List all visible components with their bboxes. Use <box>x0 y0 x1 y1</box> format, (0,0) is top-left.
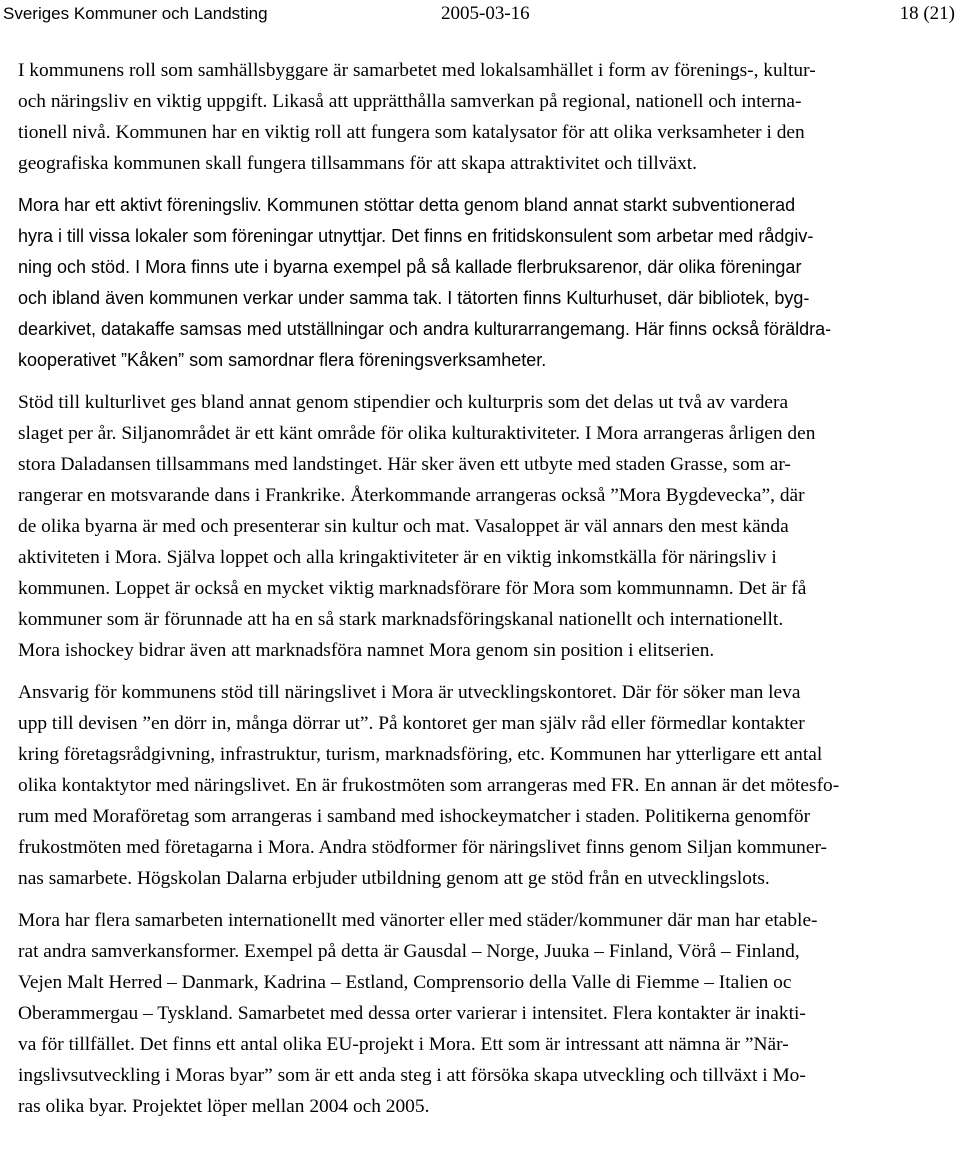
text-line: Oberammergau – Tyskland. Samarbetet med dessa orter varierar i intensitet. Flera kontakter är inakti- <box>18 1003 806 1024</box>
text-line: kring företagsrådgivning, infrastruktur, turism, marknadsföring, etc. Kommunen har ytterligare ett antal <box>18 744 823 765</box>
text-line: ras olika byar. Projektet löper mellan 2004 och 2005. <box>18 1096 430 1117</box>
text-line: va för tillfället. Det finns ett antal olika EU-projekt i Mora. Ett som är intressant att nämna är ”När- <box>18 1034 789 1055</box>
text-line: frukostmöten med företagarna i Mora. Andra stödformer för näringslivet finns genom Siljan kommuner- <box>18 837 827 858</box>
paragraph-business <box>18 677 956 894</box>
text-line: och näringsliv en viktig uppgift. Likaså att upprätthålla samverkan på regional, nationell och interna- <box>18 91 802 112</box>
header-page-number: 18 (21) <box>899 3 955 24</box>
text-line: olika kontaktytor med näringslivet. En är frukostmöten som arrangeras med FR. En annan är det mötesfo- <box>18 775 840 796</box>
text-line: och ibland även kommunen verkar under samma tak. I tätorten finns Kulturhuset, där bibliotek, byg- <box>18 288 810 308</box>
page-header <box>0 0 960 30</box>
paragraph-international <box>18 905 956 1122</box>
text-line: geografiska kommunen skall fungera tillsammans för att skapa attraktivitet och tillväxt. <box>18 153 698 174</box>
text-line: slaget per år. Siljanområdet är ett känt område för olika kulturaktiviteter. I Mora arrangeras årligen den <box>18 423 816 444</box>
paragraph-associations <box>18 190 956 376</box>
text-line: aktiviteten i Mora. Själva loppet och alla kringaktiviteter är en viktig inkomstkälla för näringsliv i <box>18 547 777 568</box>
text-line: kommunen. Loppet är också en mycket viktig marknadsförare för Mora som kommunnamn. Det är få <box>18 578 807 599</box>
text-line: Ansvarig för kommunens stöd till näringslivet i Mora är utvecklingskontoret. Där för söker man leva <box>18 682 801 703</box>
text-line: rangerar en motsvarande dans i Frankrike. Återkommande arrangeras också ”Mora Bygdevecka”, där <box>18 485 805 506</box>
text-line: Stöd till kulturlivet ges bland annat genom stipendier och kulturpris som det delas ut två av vardera <box>18 392 789 413</box>
text-line: kommuner som är förunnade att ha en så stark marknadsföringskanal nationellt och internationellt. <box>18 609 784 630</box>
text-line: Vejen Malt Herred – Danmark, Kadrina – Estland, Comprensorio della Valle di Fiemme – Italien oc <box>18 972 792 993</box>
header-date: 2005-03-16 <box>441 3 530 24</box>
text-line: de olika byarna är med och presenterar sin kultur och mat. Vasaloppet är väl annars den mest kända <box>18 516 789 537</box>
text-line: I kommunens roll som samhällsbyggare är samarbetet med lokalsamhället i form av förenings-, kultur- <box>18 60 816 81</box>
text-line: tionell nivå. Kommunen har en viktig roll att fungera som katalysator för att olika verksamheter i den <box>18 122 805 143</box>
text-line: hyra i till vissa lokaler som föreningar utnyttjar. Det finns en fritidskonsulent som arbetar med rådgiv- <box>18 226 814 246</box>
header-organization: Sveriges Kommuner och Landsting <box>3 4 268 23</box>
text-line: stora Daladansen tillsammans med landstinget. Här sker även ett utbyte med staden Grasse, som ar- <box>18 454 791 475</box>
paragraph-culture <box>18 387 956 666</box>
text-line: kooperativet ”Kåken” som samordnar flera föreningsverksamheter. <box>18 350 547 370</box>
text-line: Mora ishockey bidrar även att marknadsföra namnet Mora genom sin position i elitserien. <box>18 640 715 661</box>
text-line: upp till devisen ”en dörr in, många dörrar ut”. På kontoret ger man själv råd eller förmedlar kontakter <box>18 713 805 734</box>
text-line: Mora har flera samarbeten internationellt med vänorter eller med städer/kommuner där man har etable- <box>18 910 818 931</box>
text-line: rat andra samverkansformer. Exempel på detta är Gausdal – Norge, Juuka – Finland, Vörå – Finland, <box>18 941 800 962</box>
text-line: rum med Moraföretag som arrangeras i samband med ishockeymatcher i staden. Politikerna genomför <box>18 806 811 827</box>
text-line: Mora har ett aktivt föreningsliv. Kommunen stöttar detta genom bland annat starkt subventionerad <box>18 195 796 215</box>
paragraph-role <box>18 55 956 179</box>
text-line: nas samarbete. Högskolan Dalarna erbjuder utbildning genom att ge stöd från en utvecklingslots. <box>18 868 770 889</box>
document-body <box>18 55 956 1133</box>
text-line: ning och stöd. I Mora finns ute i byarna exempel på så kallade flerbruksarenor, där olika föreningar <box>18 257 802 277</box>
text-line: dearkivet, datakaffe samsas med utställningar och andra kulturarrangemang. Här finns också föräldra- <box>18 319 832 339</box>
text-line: ingslivsutveckling i Moras byar” som är ett anda steg i att försöka skapa utveckling och tillväxt i Mo- <box>18 1065 806 1086</box>
